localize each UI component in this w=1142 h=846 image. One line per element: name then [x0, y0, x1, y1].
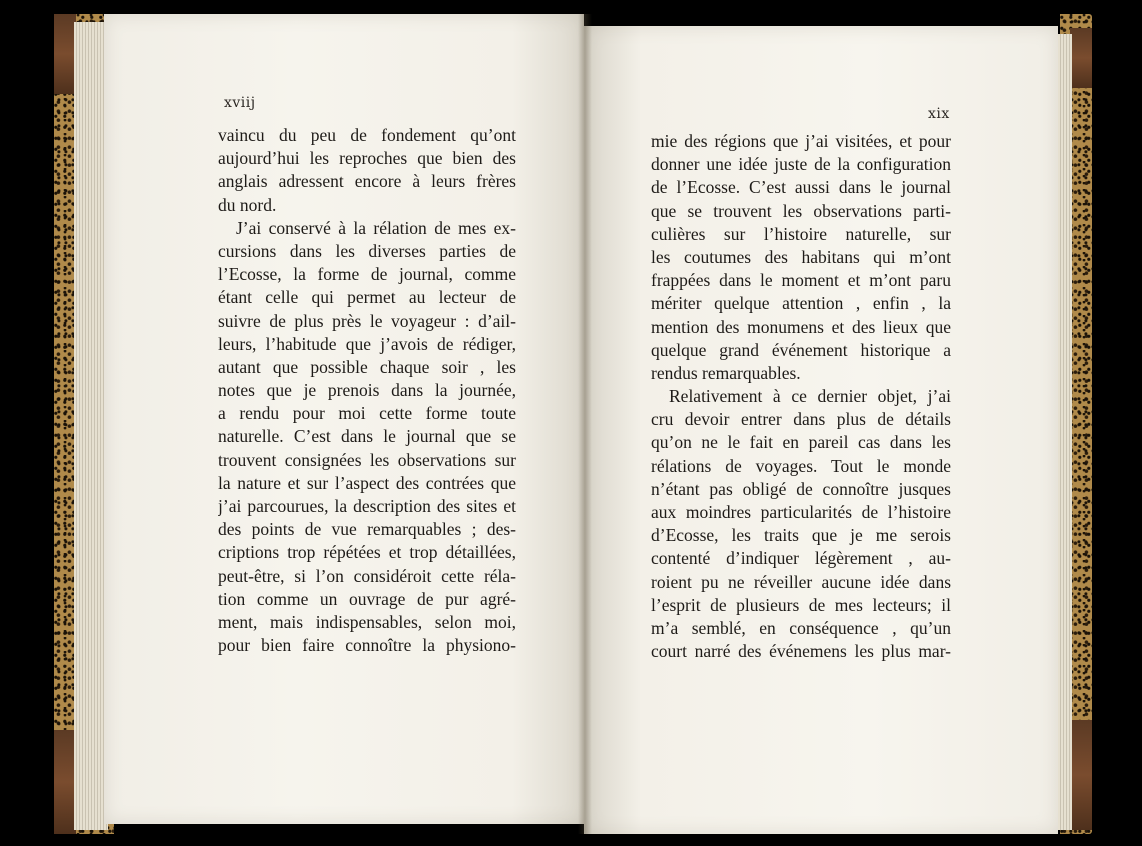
- text-line: contenté d’indiquer légèrement , au-: [651, 548, 951, 569]
- leather-corner-top-right: [1070, 28, 1092, 88]
- text-line: aux moindres particularités de l’histoire: [651, 502, 951, 522]
- text-line: quelque grand événement historique a: [651, 339, 951, 360]
- text-line: pour bien faire connoître la physiono-: [218, 635, 516, 656]
- text-line: qu’on ne le fait en pareil cas dans les: [651, 432, 951, 453]
- text-line: frappées dans le moment et m’ont paru: [651, 270, 951, 291]
- text-line: roient pu ne réveiller aucune idée dans: [651, 571, 951, 592]
- left-page-number: xviij: [224, 95, 256, 111]
- text-line: J’ai conservé à la rélation de mes ex-: [236, 217, 516, 238]
- left-page-text: [218, 124, 516, 657]
- text-line: tion comme un ouvrage de pur agré-: [218, 588, 516, 609]
- text-line: étant celle qui permet au lecteur de: [218, 287, 516, 308]
- text-line: suivre de plus près le voyageur : d’ail-: [218, 310, 516, 331]
- text-line: court narré des événemens les plus mar-: [651, 641, 951, 662]
- left-page-edges: [74, 22, 108, 830]
- text-line: autant que possible chaque soir , les: [218, 356, 516, 377]
- text-line: trouvent consignées les observations sur: [218, 449, 516, 470]
- text-line: cru devoir entrer dans plus de détails: [651, 409, 951, 430]
- text-line: rendus remarquables.: [651, 362, 801, 383]
- text-line: m’a semblé, en conséquence , qu’un: [651, 617, 951, 638]
- text-line: d’Ecosse, les traits que je me serois: [651, 525, 951, 546]
- text-line: mériter quelque attention , enfin , la: [651, 293, 951, 314]
- text-line: aujourd’hui les reproches que bien des: [218, 148, 516, 169]
- text-line: vaincu du peu de fondement qu’ont: [218, 125, 516, 145]
- text-line: des points de vue remarquables ; des-: [218, 519, 516, 540]
- text-line: culières sur l’histoire naturelle, sur: [651, 223, 951, 244]
- text-line: anglais adressent encore à leurs frères: [218, 171, 516, 192]
- text-line: de l’Ecosse. C’est aussi dans le journal: [651, 177, 951, 198]
- text-line: l’Ecosse, la forme de journal, comme: [218, 264, 516, 285]
- text-line: naturelle. C’est dans le journal que se: [218, 426, 516, 447]
- right-page-text: [651, 130, 951, 663]
- text-line: criptions trop répétées et trop détaillées,: [218, 542, 516, 563]
- text-line: du nord.: [218, 194, 277, 215]
- book-gutter: [578, 14, 592, 834]
- text-line: leurs, l’habitude que j’avois de rédiger,: [218, 333, 516, 354]
- text-line: peut-être, si l’on considéroit cette réla-: [218, 565, 516, 586]
- text-line: Relativement à ce dernier objet, j’ai: [669, 386, 951, 407]
- text-line: la nature et sur l’aspect des contrées que: [218, 472, 516, 493]
- text-line: a rendu pour moi cette forme toute: [218, 403, 516, 424]
- text-line: rélations de voyages. Tout le monde: [651, 455, 951, 476]
- text-line: cursions dans les diverses parties de: [218, 240, 516, 261]
- text-line: mention des monumens et des lieux que: [651, 316, 951, 337]
- text-line: n’étant pas obligé de connoître jusques: [651, 478, 951, 499]
- text-line: que se trouvent les observations parti-: [651, 200, 951, 221]
- text-line: les coutumes des habitans qui m’ont: [651, 246, 951, 267]
- text-line: donner une idée juste de la configuration: [651, 154, 951, 175]
- text-line: j’ai parcourues, la description des sites et: [218, 496, 516, 516]
- right-page-number: xix: [928, 106, 950, 122]
- text-line: mie des régions que j’ai visitées, et pour: [651, 131, 951, 151]
- leather-corner-top-left: [54, 14, 76, 94]
- leather-corner-bottom-right: [1070, 720, 1092, 830]
- text-line: l’esprit de plusieurs de mes lecteurs; il: [651, 594, 951, 615]
- text-line: notes que je prenois dans la journée,: [218, 380, 516, 401]
- leather-corner-bottom-left: [54, 730, 76, 834]
- text-line: ment, mais indispensables, selon moi,: [218, 611, 516, 632]
